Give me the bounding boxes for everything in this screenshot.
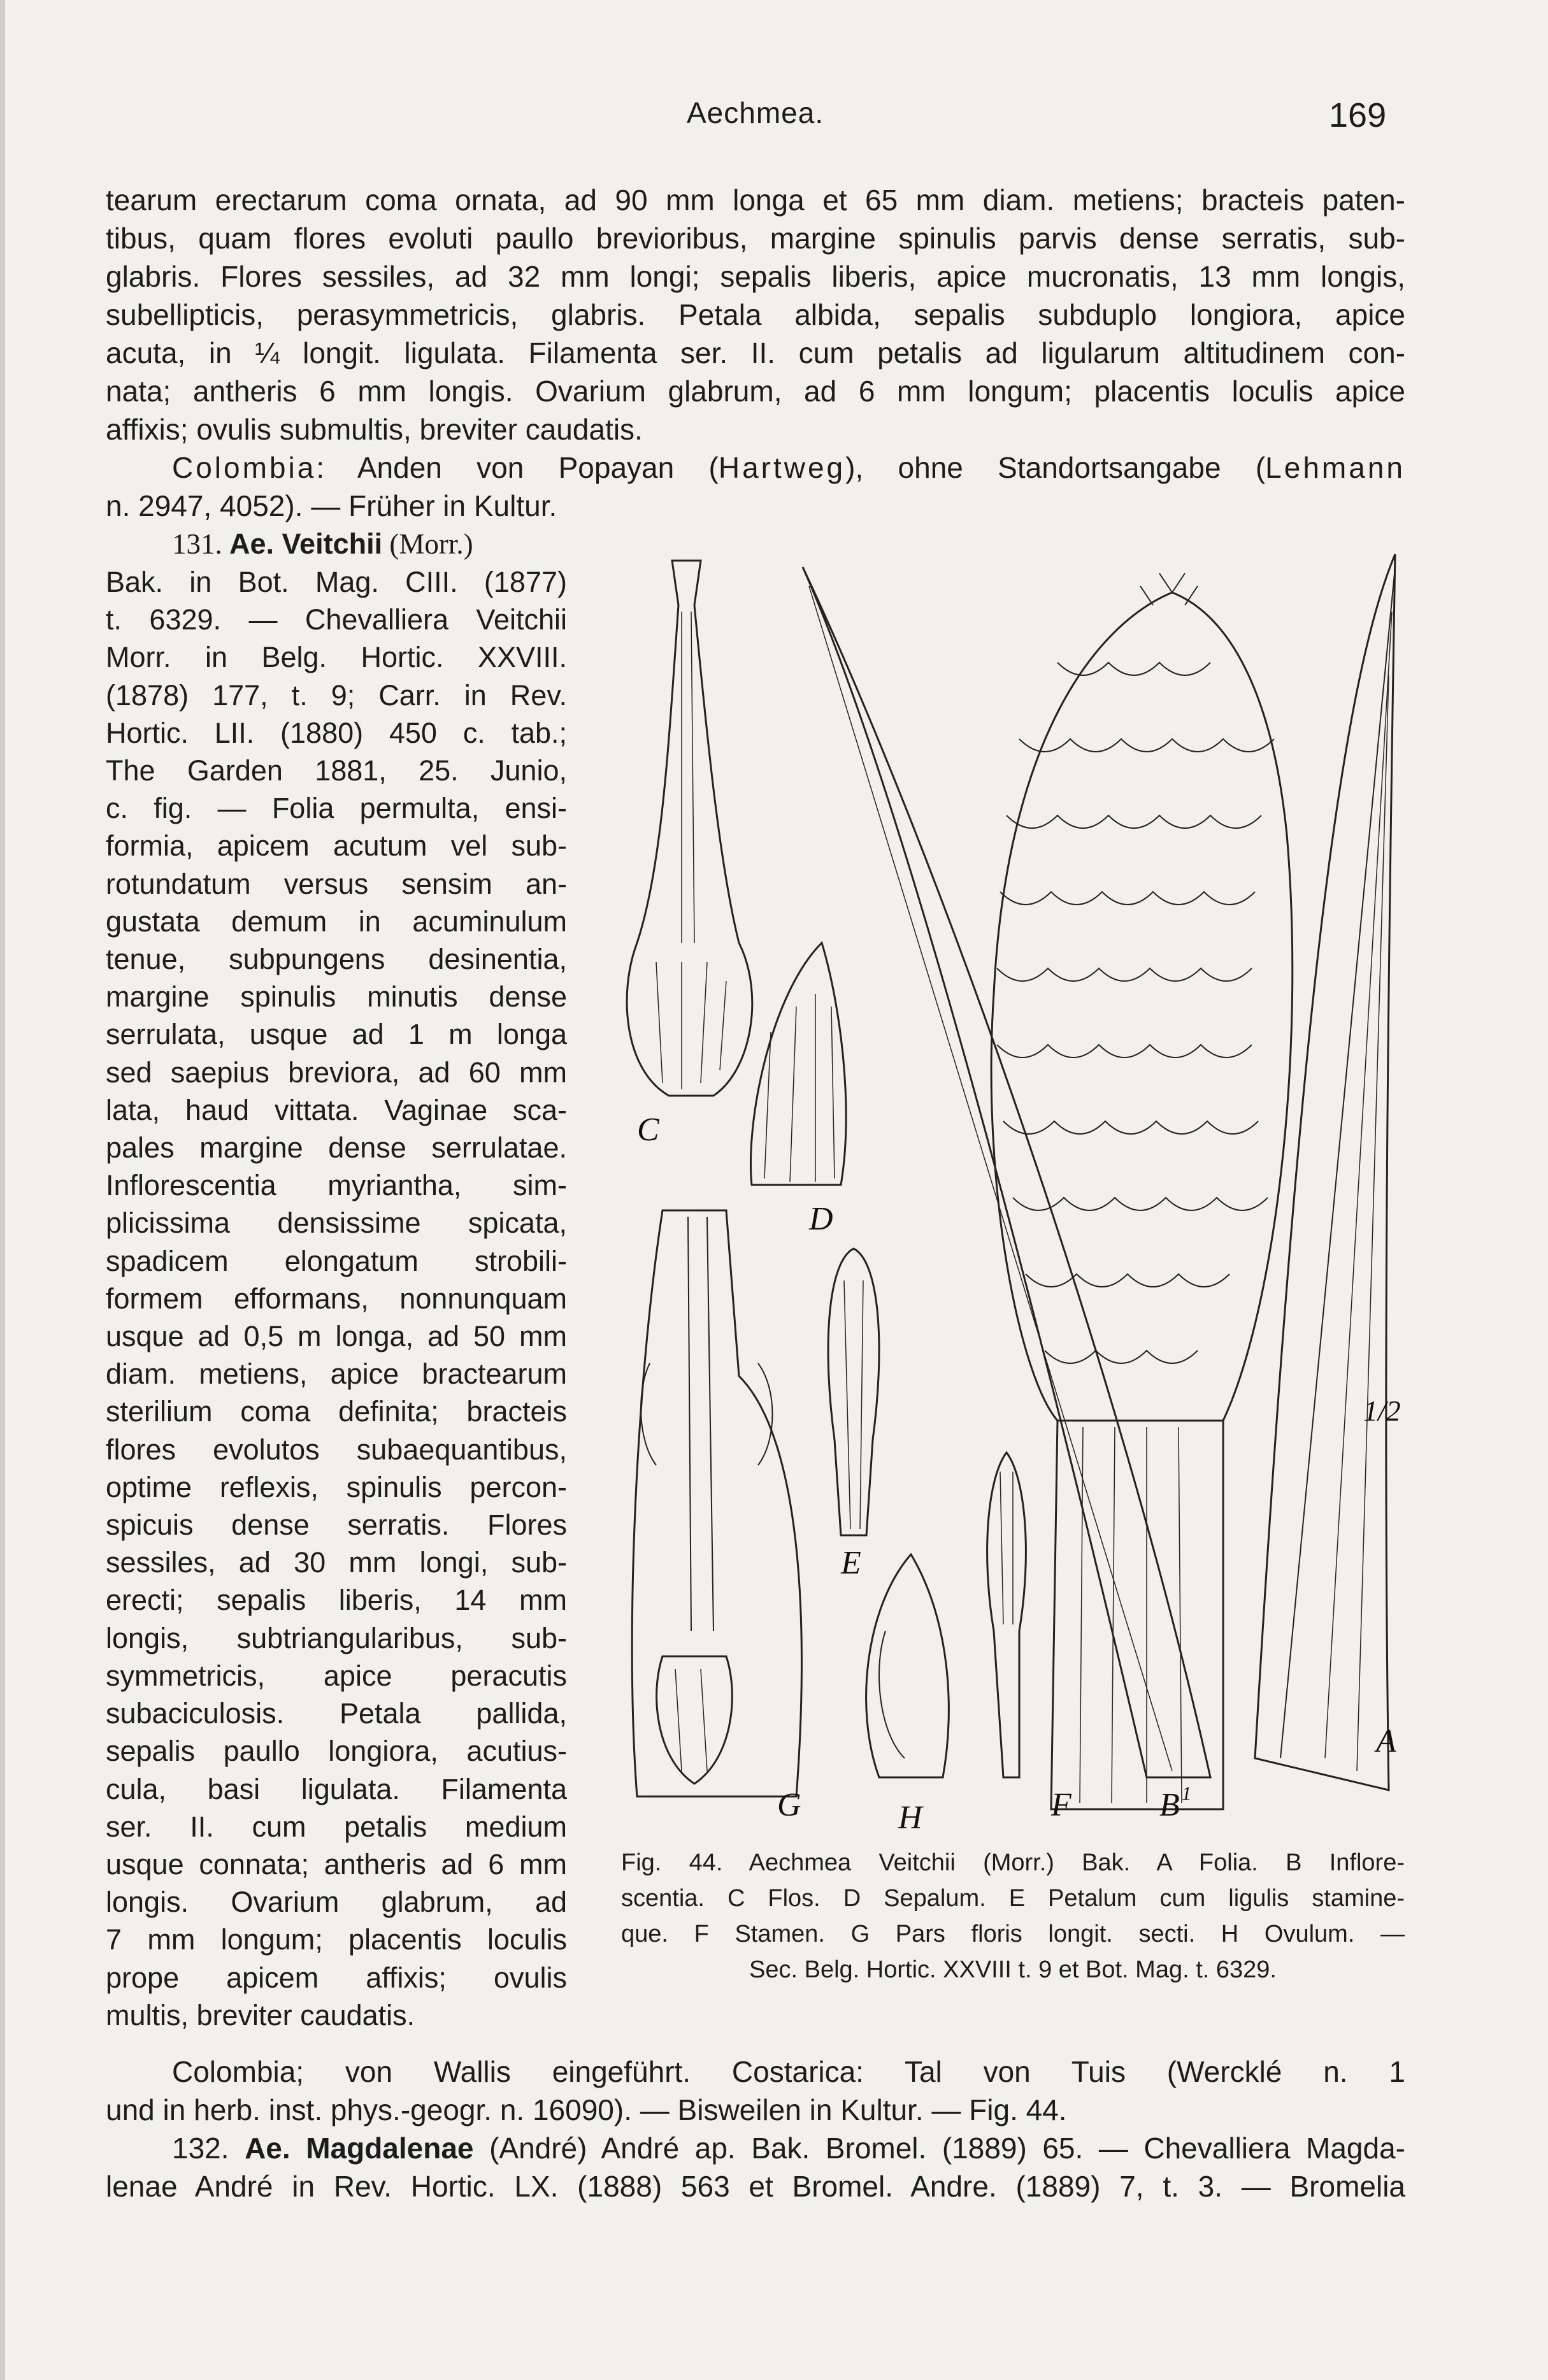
caption-line: scentia. C Flos. D Sepalum. E Petalum cum ligulis stamine- — [621, 1885, 1405, 1912]
collector: Hartweg — [718, 451, 846, 484]
sepal-d — [750, 943, 846, 1185]
column-line: symmetricis, apice peracutis — [106, 1659, 567, 1692]
column-line: c. fig. — Folia permulta, ensi- — [106, 792, 567, 825]
figure-caption — [621, 1845, 1405, 1988]
label-h: H — [898, 1800, 922, 1835]
running-header: Aechmea. — [687, 96, 824, 129]
column-line: ser. II. cum petalis medium — [106, 1810, 567, 1843]
column-line: sessiles, ad 30 mm longi, sub- — [106, 1546, 567, 1579]
botanical-figure — [612, 548, 1408, 1835]
column-line: margine spinulis minutis dense — [106, 980, 567, 1014]
column-line: longis, subtriangularibus, sub- — [106, 1621, 567, 1654]
column-line: rotundatum versus sensim an- — [106, 867, 567, 900]
species-number: 131. — [172, 528, 222, 560]
column-line: Morr. in Belg. Hortic. XXVIII. — [106, 641, 567, 674]
inflorescence-b — [991, 592, 1293, 1421]
distribution-text: ), ohne Standortsangabe ( — [845, 451, 1266, 484]
species-name: Ae. Magdalenae — [245, 2132, 474, 2165]
column-line: plicissima densissime spicata, — [106, 1207, 567, 1240]
country: Colombia — [172, 451, 317, 484]
caption-line: Fig. 44. Aechmea Veitchii (Morr.) Bak. A Folia. B Inflore- — [621, 1849, 1405, 1876]
label-c: C — [637, 1112, 659, 1148]
flower-c — [627, 561, 752, 1096]
label-b: B — [1159, 1787, 1180, 1823]
column-line: usque ad 0,5 m longa, ad 50 mm — [106, 1320, 567, 1353]
scale-label: 1/2 — [1363, 1394, 1401, 1427]
column-line: sed saepius breviora, ad 60 mm — [106, 1056, 567, 1089]
column-line: optime reflexis, spinulis percon- — [106, 1470, 567, 1503]
column-line: pales margine dense serrulatae. — [106, 1131, 567, 1165]
distribution-130-line1 — [172, 448, 1405, 487]
column-line: diam. metiens, apice bractearum — [106, 1358, 567, 1391]
column-line: t. 6329. — Chevalliera Veitchii — [106, 603, 567, 636]
species-author: (Morr.) — [389, 528, 473, 560]
column-line: usque connata; antheris ad 6 mm — [106, 1847, 567, 1881]
column-line: spadicem elongatum strobili- — [106, 1244, 567, 1277]
label-e: E — [841, 1545, 861, 1581]
page-edge — [0, 0, 5, 2380]
column-line: flores evolutos subaequantibus, — [106, 1433, 567, 1466]
text-line: tearum erectarum coma ornata, ad 90 mm longa et 65 mm diam. metiens; bracteis paten- — [106, 183, 1405, 217]
column-line: multis, breviter caudatis. — [106, 1998, 415, 2032]
text-line: affixis; ovulis submultis, breviter caudatis. — [106, 413, 643, 446]
species-text: (André) André ap. Bak. Bromel. (1889) 65. — Chevalliera Magda- — [489, 2132, 1405, 2165]
column-line: serrulata, usque ad 1 m longa — [106, 1018, 567, 1051]
column-line: Bak. in Bot. Mag. CIII. (1877) — [106, 566, 567, 598]
collector: Lehmann — [1265, 451, 1405, 484]
label-a: A — [1376, 1723, 1396, 1760]
text-line: acuta, in ¼ longit. ligulata. Filamenta ser. II. cum petalis ad ligularum altitudinem con- — [106, 336, 1405, 369]
distribution-text: : Anden von Popayan ( — [316, 451, 719, 484]
column-line: formem efformans, nonnunquam — [106, 1282, 567, 1315]
column-line: longis. Ovarium glabrum, ad — [106, 1886, 567, 1919]
text-line: nata; antheris 6 mm longis. Ovarium glabrum, ad 6 mm longum; placentis loculis apice — [106, 375, 1405, 408]
text-line: tibus, quam flores evoluti paullo brevioribus, margine spinulis parvis dense serratis, sub- — [106, 222, 1405, 255]
column-line: lata, haud vittata. Vaginae sca- — [106, 1093, 567, 1126]
column-line: cula, basi ligulata. Filamenta — [106, 1772, 567, 1805]
species-131-heading — [172, 525, 473, 563]
species-132-line2: lenae André in Rev. Hortic. LX. (1888) 563 et Bromel. Andre. (1889) 7, t. 3. — Bromelia — [106, 2170, 1405, 2203]
distribution-131-line2: und in herb. inst. phys.-geogr. n. 16090). — Bisweilen in Kultur. — Fig. 44. — [106, 2093, 1067, 2126]
column-line: prope apicem affixis; ovulis — [106, 1961, 567, 1994]
page-number: 169 — [1329, 96, 1387, 134]
column-line: 7 mm longum; placentis loculis — [106, 1923, 567, 1956]
species-131-column — [106, 563, 567, 2034]
leaf-a-left — [803, 567, 1210, 1777]
species-name: Ae. Veitchii — [229, 527, 383, 560]
column-line: formia, apicem acutum vel sub- — [106, 829, 567, 863]
column-line: erecti; sepalis liberis, 14 mm — [106, 1584, 567, 1617]
column-line: tenue, subpungens desinentia, — [106, 943, 567, 976]
stamen-f — [987, 1452, 1026, 1777]
label-g: G — [777, 1787, 801, 1823]
column-line: gustata demum in acuminulum — [106, 905, 567, 938]
text-line: subellipticis, perasymmetricis, glabris. Petala albida, sepalis subduplo longiora, apice — [106, 298, 1405, 331]
column-line: The Garden 1881, 25. Junio, — [106, 754, 567, 787]
caption-line: Sec. Belg. Hortic. XXVIII t. 9 et Bot. Mag. t. 6329. — [749, 1956, 1277, 1983]
species-132-line1 — [172, 2129, 1405, 2167]
column-line: sepalis paullo longiora, acutius- — [106, 1735, 567, 1768]
petal-e — [828, 1249, 879, 1535]
species-number: 132. — [172, 2132, 229, 2165]
distribution-131-line1: Colombia; von Wallis eingeführt. Costarica: Tal von Tuis (Wercklé n. 1 — [172, 2055, 1405, 2088]
label-b-superscript: 1 — [1182, 1783, 1191, 1804]
column-line: subaciculosis. Petala pallida, — [106, 1697, 567, 1730]
ovule-h — [866, 1554, 949, 1777]
label-f: F — [1051, 1787, 1071, 1823]
column-line: Inflorescentia myriantha, sim- — [106, 1169, 567, 1202]
column-line: spicuis dense serratis. Flores — [106, 1509, 567, 1542]
column-line: sterilium coma definita; bracteis — [106, 1395, 567, 1428]
column-line: Hortic. LII. (1880) 450 c. tab.; — [106, 716, 567, 749]
distribution-130-line2: n. 2947, 4052). — Früher in Kultur. — [106, 489, 557, 522]
label-d: D — [809, 1201, 833, 1237]
column-line: (1878) 177, t. 9; Carr. in Rev. — [106, 678, 567, 712]
caption-line: que. F Stamen. G Pars floris longit. secti. H Ovulum. — — [621, 1921, 1405, 1947]
text-line: glabris. Flores sessiles, ad 32 mm longi; sepalis liberis, apice mucronatis, 13 mm longis, — [106, 260, 1405, 293]
